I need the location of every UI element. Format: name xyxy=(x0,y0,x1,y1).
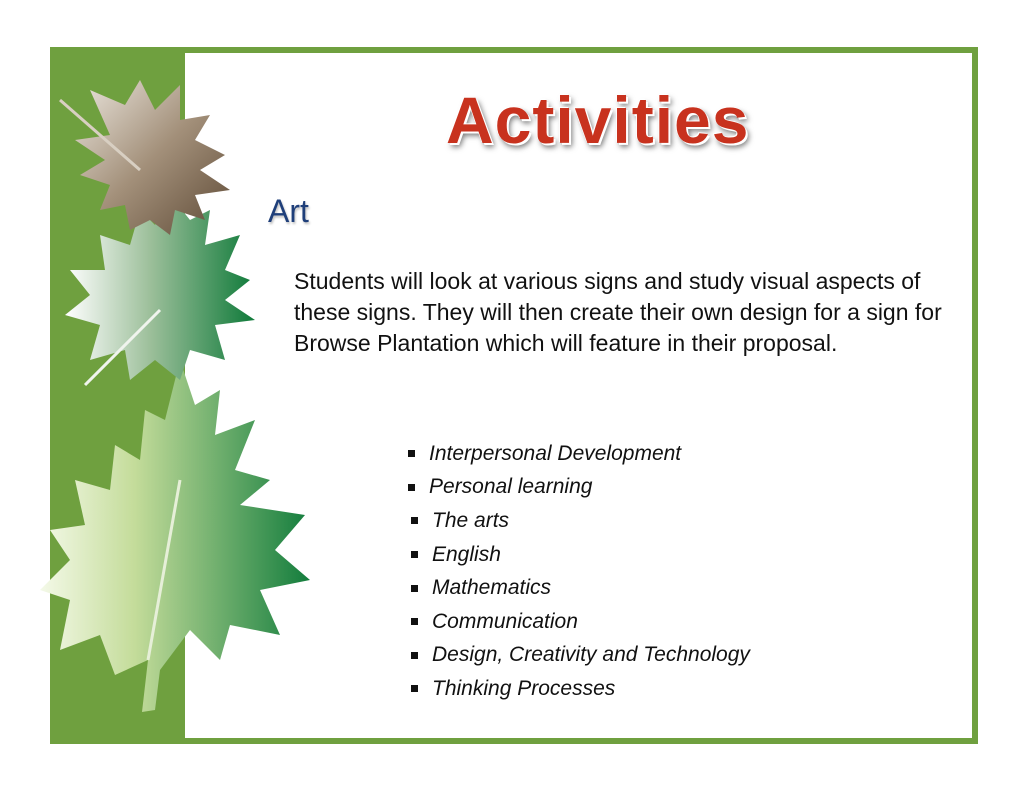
section-heading: Art xyxy=(268,193,309,229)
square-bullet-icon xyxy=(411,685,418,692)
square-bullet-icon xyxy=(411,618,418,625)
list-item: Interpersonal Development xyxy=(408,437,750,471)
square-bullet-icon xyxy=(408,484,415,491)
maple-leaves-decoration xyxy=(30,60,330,740)
square-bullet-icon xyxy=(411,517,418,524)
learning-areas-list xyxy=(408,437,750,706)
list-item: Design, Creativity and Technology xyxy=(408,639,750,673)
list-item: Personal learning xyxy=(408,471,750,505)
list-item: Mathematics xyxy=(408,571,750,605)
list-item: English xyxy=(408,538,750,572)
large-leaf-shape xyxy=(40,360,310,712)
square-bullet-icon xyxy=(408,450,415,457)
square-bullet-icon xyxy=(411,652,418,659)
square-bullet-icon xyxy=(411,551,418,558)
activity-description: Students will look at various signs and study visual aspects of these signs. They will then create their own design for a sign for Browse Plantation which will feature in their proposal. xyxy=(294,268,942,356)
list-item: Communication xyxy=(408,605,750,639)
list-item: Thinking Processes xyxy=(408,672,750,706)
list-item: The arts xyxy=(408,504,750,538)
slide-title: Activities xyxy=(446,83,750,157)
square-bullet-icon xyxy=(411,585,418,592)
